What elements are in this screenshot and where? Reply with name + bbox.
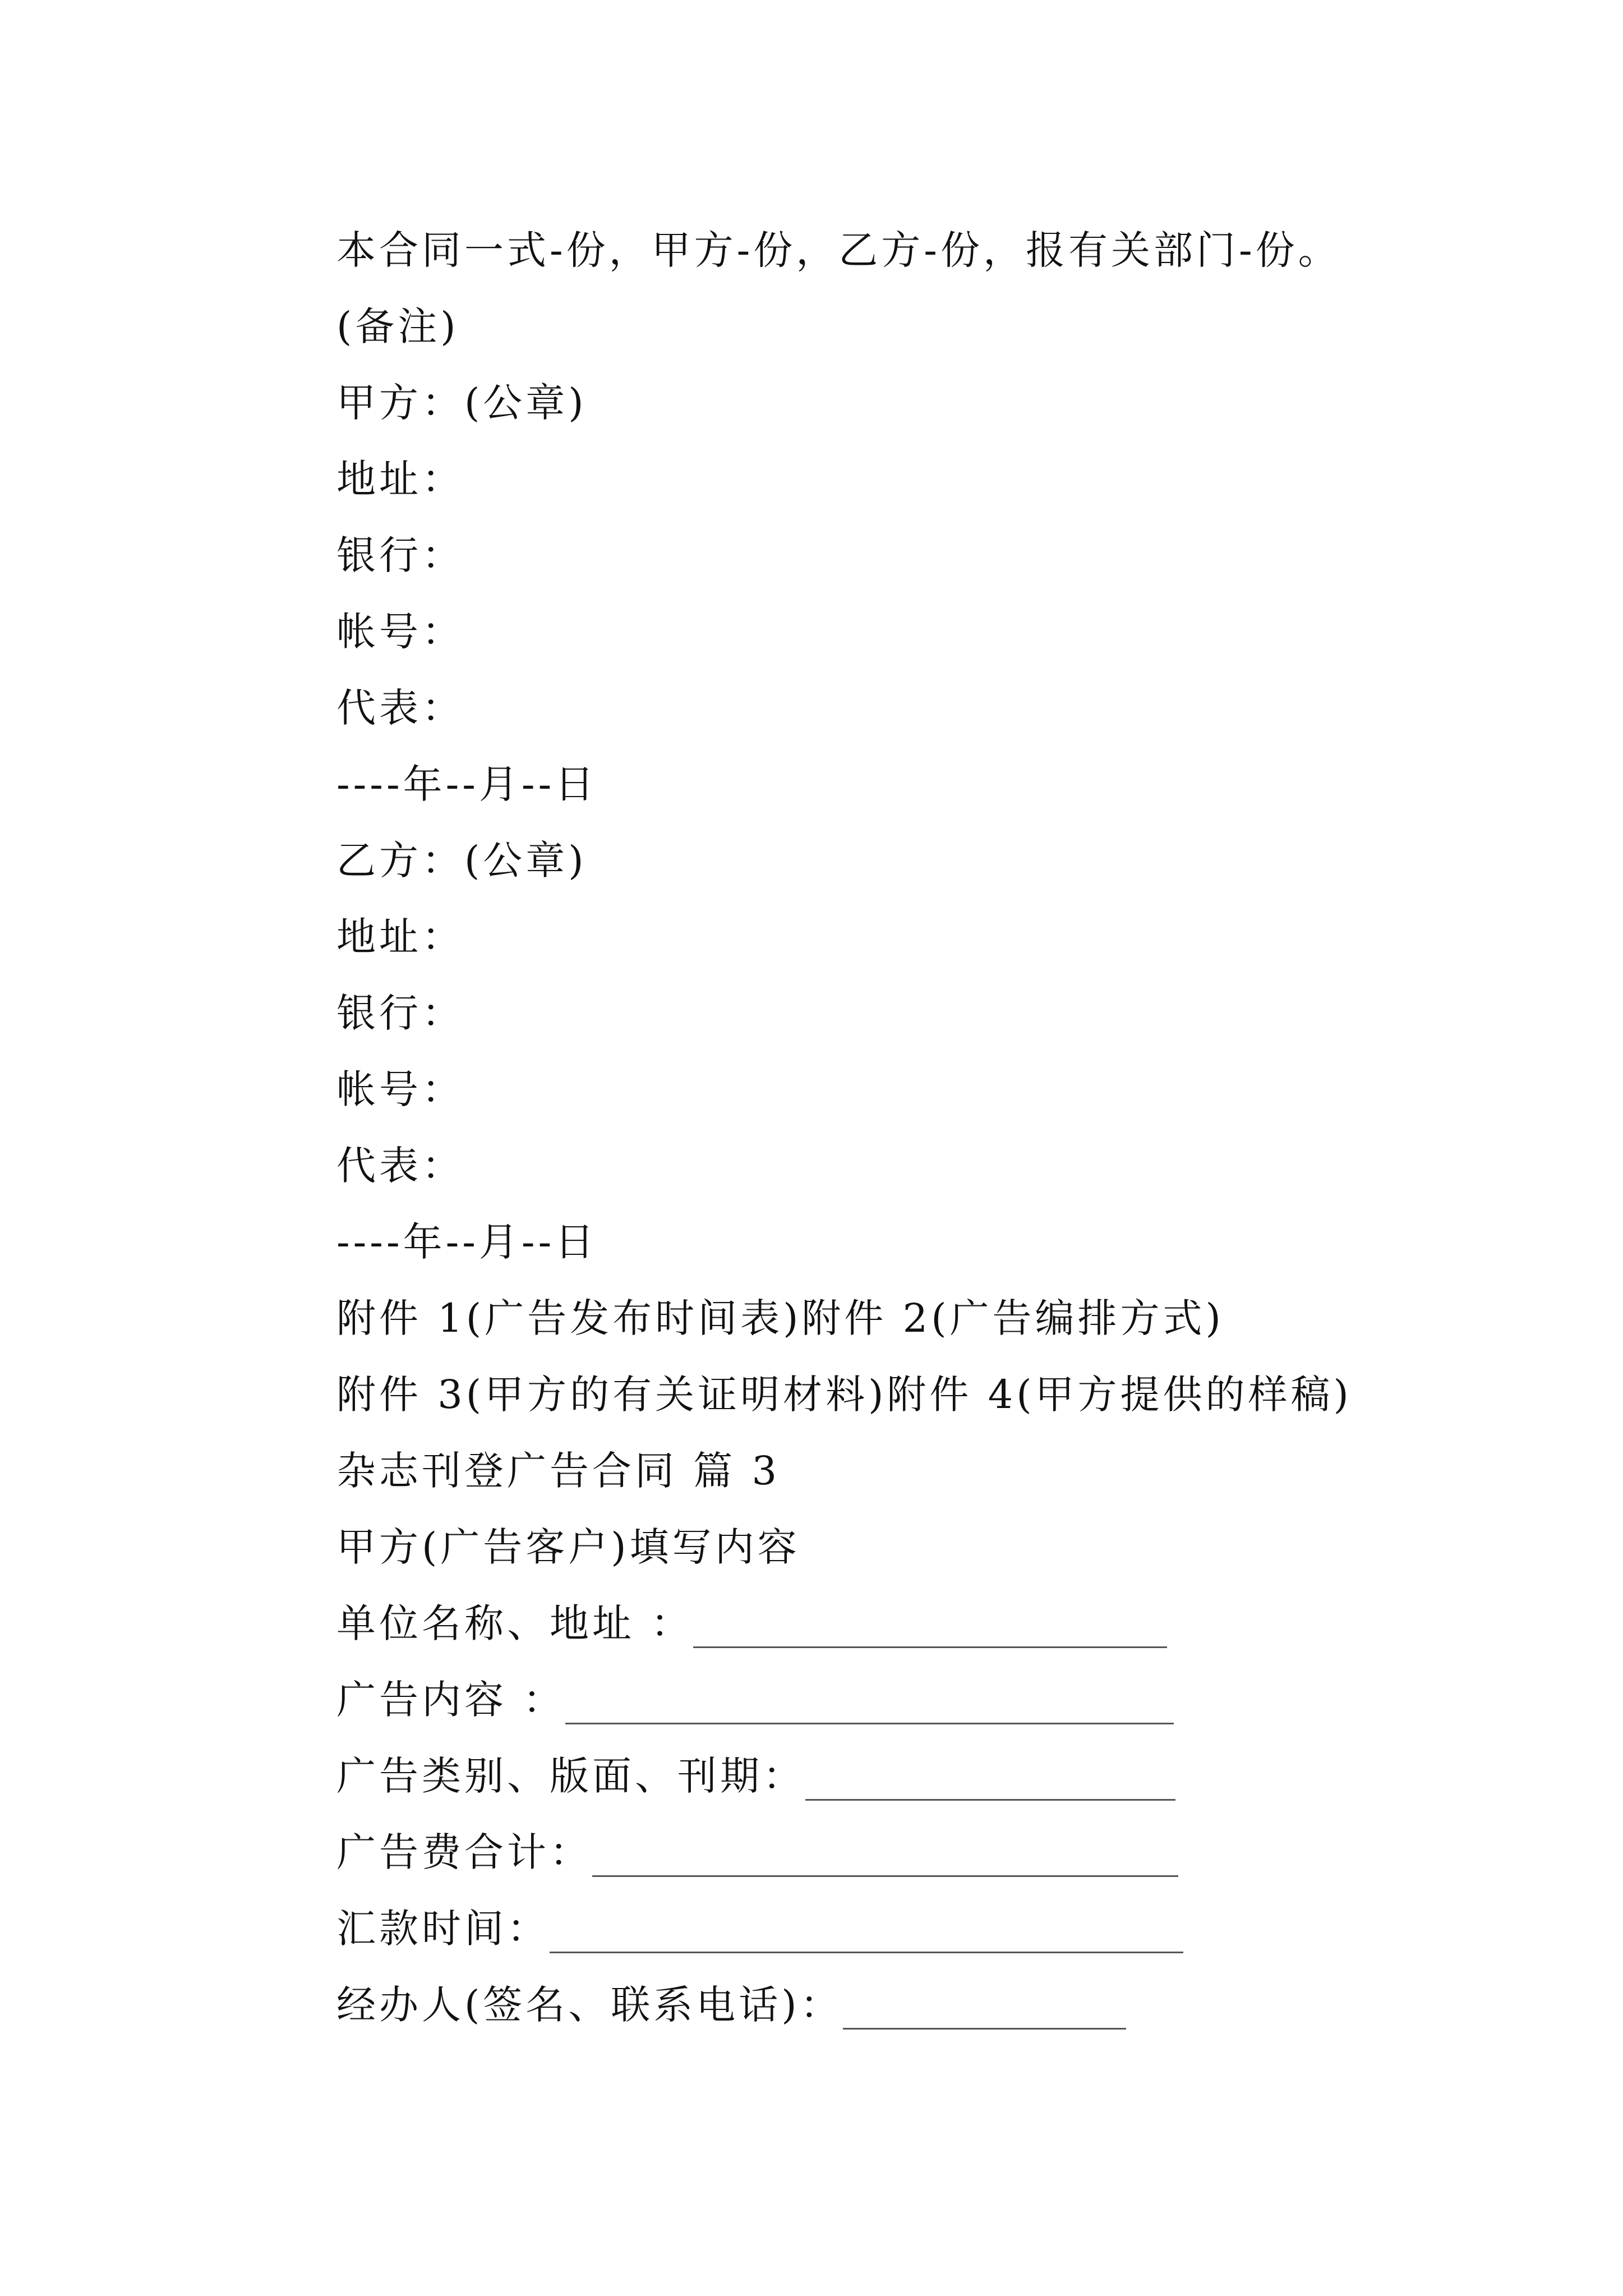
fill-in-blank[interactable] <box>550 1952 1183 1953</box>
text-line: 甲方：(公章) <box>336 380 587 426</box>
form-label: 广告内容 ： <box>336 1677 566 1723</box>
fill-in-blank[interactable] <box>592 1875 1178 1877</box>
text-line: 帐号： <box>336 1066 464 1112</box>
section-heading: 杂志刊登广告合同 篇 3 <box>336 1448 781 1494</box>
date-line: ----年--月--日 <box>336 761 598 807</box>
text-line: 银行： <box>336 990 464 1036</box>
form-row <box>336 1967 1486 2043</box>
form-row <box>336 1738 1486 1814</box>
attachments-line: 附件 3(甲方的有关证明材料)附件 4(甲方提供的样稿) <box>336 1372 1352 1418</box>
attachments-line: 附件 1(广告发布时间表)附件 2(广告编排方式) <box>336 1295 1224 1341</box>
fill-in-blank[interactable] <box>843 2028 1126 2030</box>
text-line: 地址： <box>336 914 464 960</box>
text-line: (备注) <box>336 303 459 349</box>
form-label: 单位名称、地址 ： <box>336 1600 694 1646</box>
fill-in-blank[interactable] <box>805 1799 1175 1801</box>
form-row <box>336 1890 1486 1967</box>
text-line: 帐号： <box>336 609 464 655</box>
text-line: 本合同一式-份，甲方-份，乙方-份，报有关部门-份。 <box>336 227 1341 273</box>
date-line: ----年--月--日 <box>336 1219 598 1265</box>
fill-in-blank[interactable] <box>693 1646 1167 1648</box>
form-row <box>336 1814 1486 1890</box>
text-line: 甲方(广告客户)填写内容 <box>336 1524 800 1570</box>
form-label: 广告类别、版面、刊期： <box>336 1753 805 1799</box>
form-row <box>336 1662 1486 1738</box>
form-row <box>336 1585 1486 1662</box>
text-line: 银行： <box>336 532 464 578</box>
text-line: 地址： <box>336 456 464 502</box>
text-line: 代表： <box>336 1143 464 1189</box>
fill-in-blank[interactable] <box>565 1723 1174 1724</box>
text-line: 代表： <box>336 685 464 731</box>
form-label: 经办人(签名、联系电话)： <box>336 1982 843 2028</box>
form-label: 广告费合计： <box>336 1829 592 1875</box>
text-line: 乙方：(公章) <box>336 838 587 884</box>
form-label: 汇款时间： <box>336 1906 550 1952</box>
document-body <box>336 212 1486 2043</box>
